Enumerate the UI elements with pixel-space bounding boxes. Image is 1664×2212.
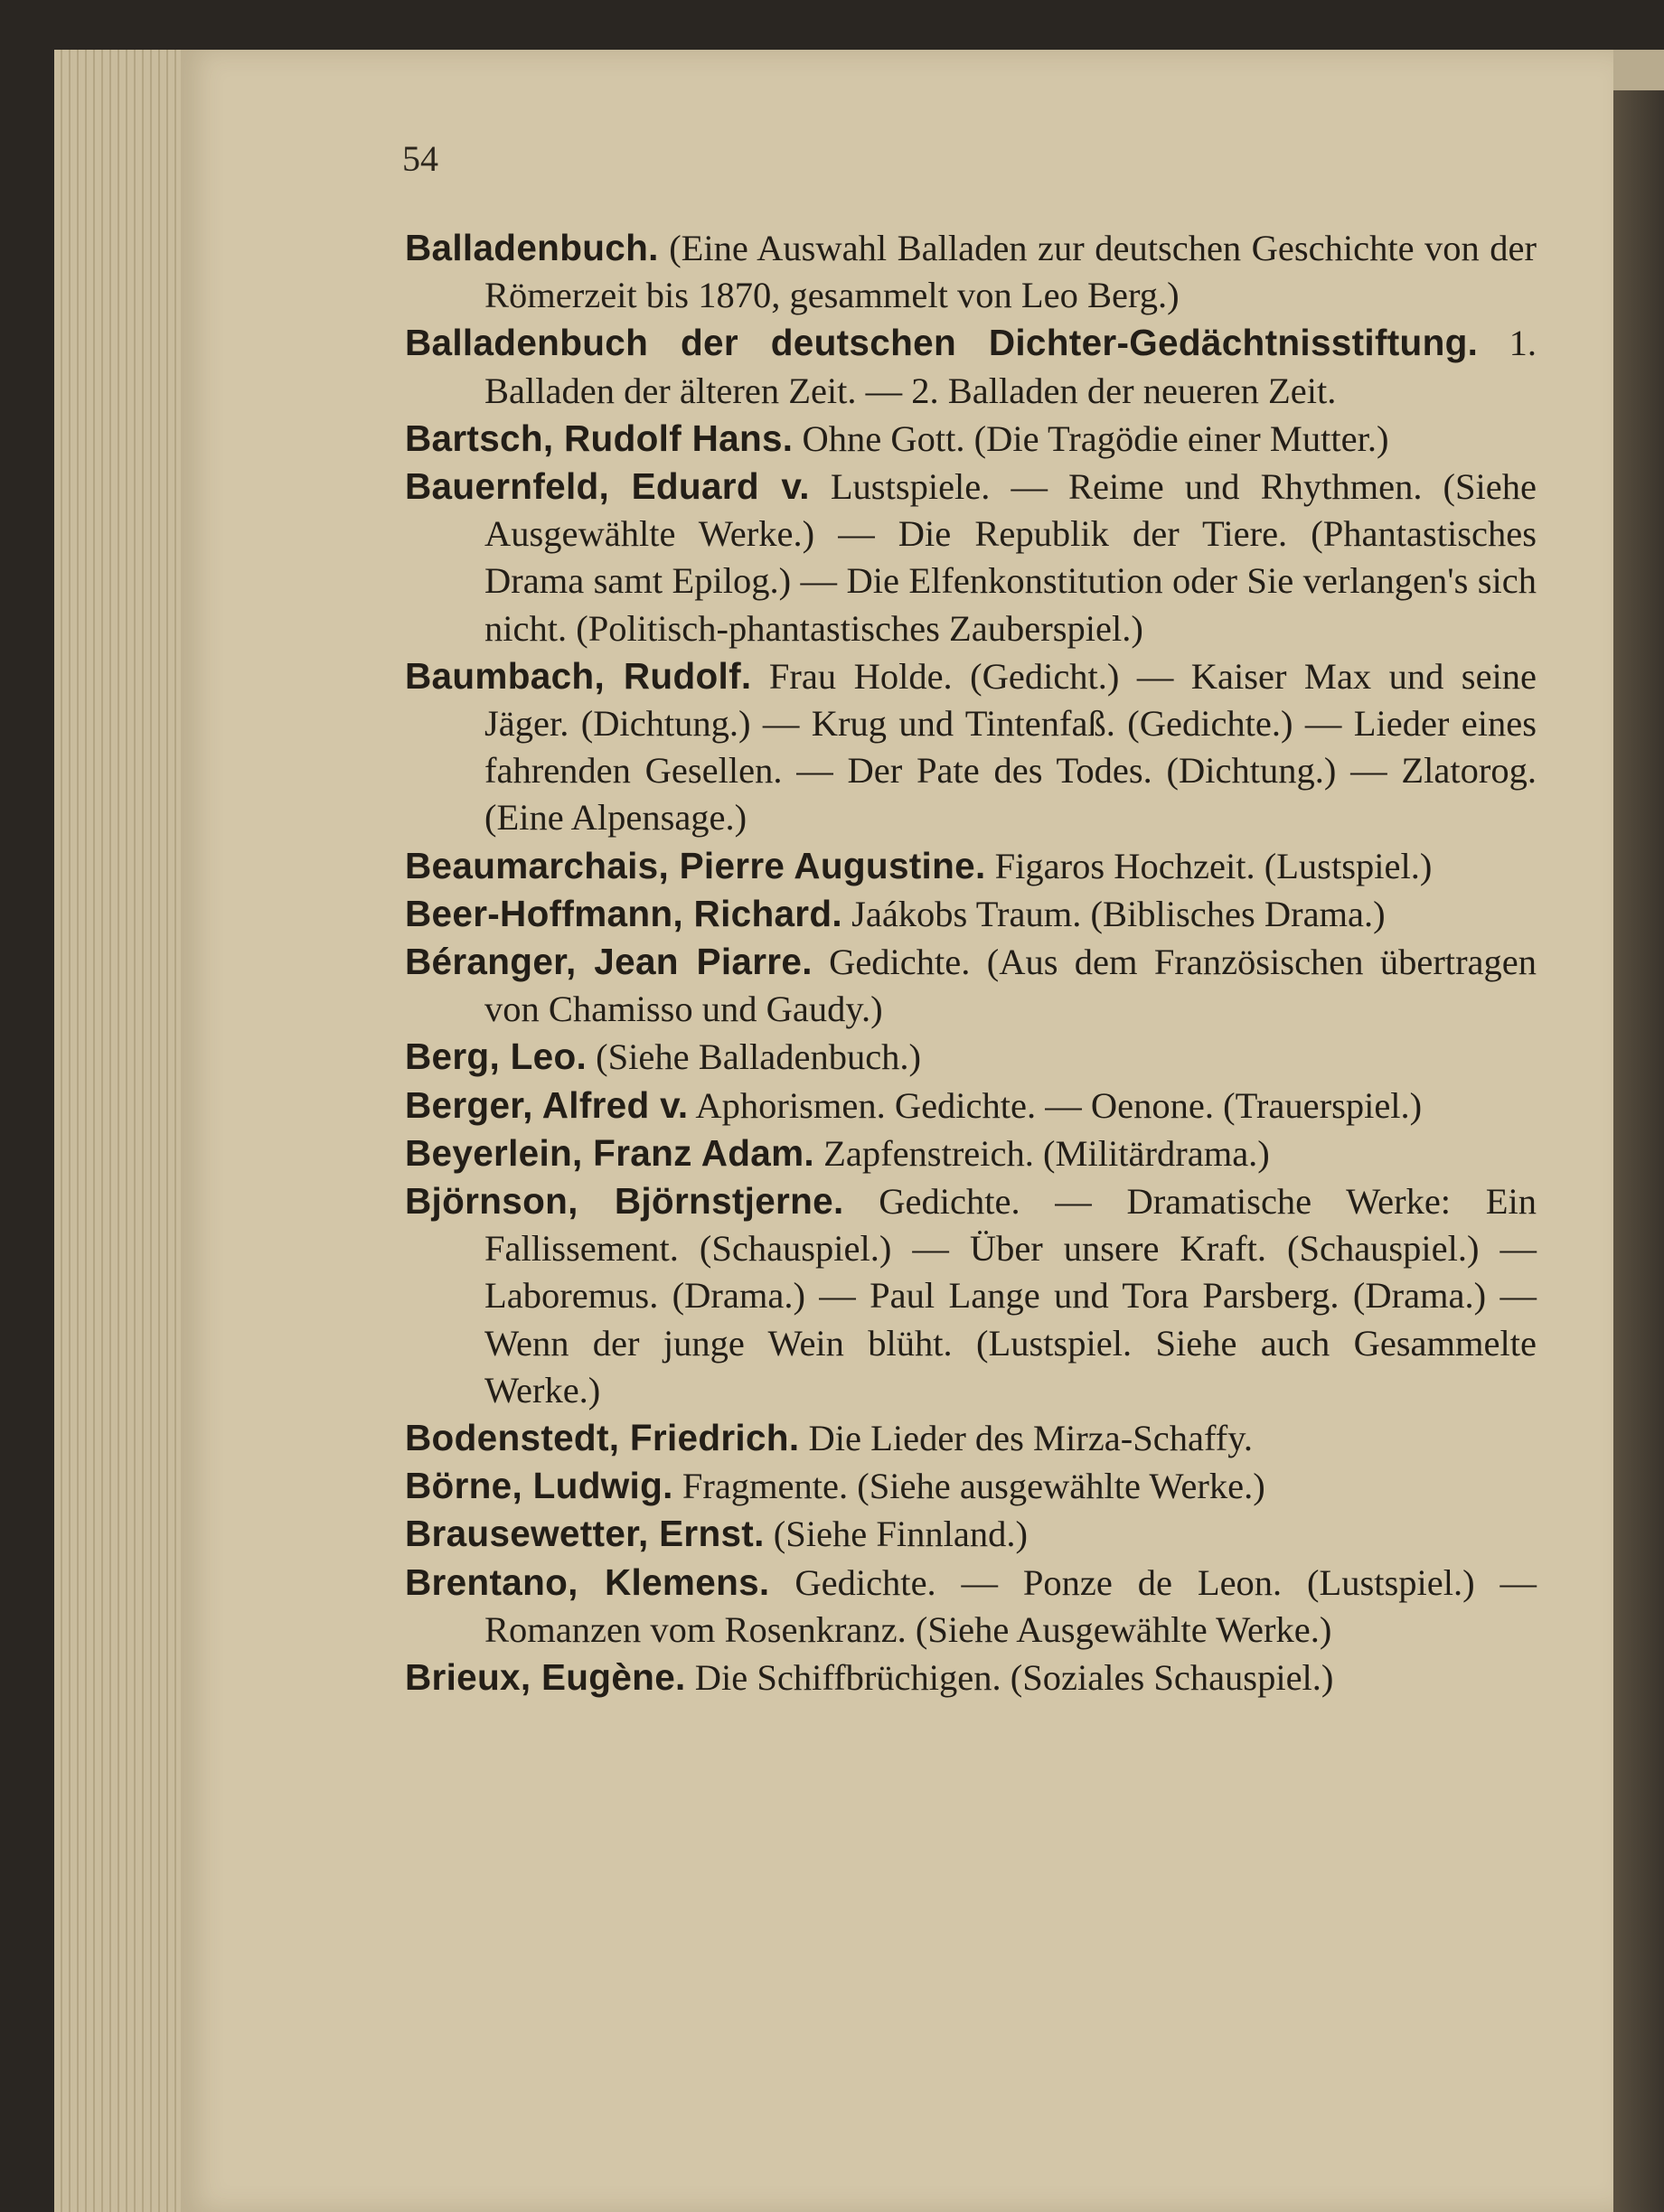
list-item <box>405 1559 1537 1654</box>
entry-author: Baumbach, Rudolf. <box>405 654 752 697</box>
entry-author: Brausewetter, Ernst. <box>405 1513 765 1555</box>
list-item <box>405 1462 1537 1510</box>
list-item <box>405 224 1537 319</box>
entry-author: Bartsch, Rudolf Hans. <box>405 417 794 459</box>
entry-works: Zapfenstreich. (Militärdrama.) <box>823 1132 1270 1174</box>
entry-author: Beaumarchais, Pierre Augustine. <box>405 844 986 886</box>
entry-works: Aphorismen. Gedichte. — Oenone. (Trauerspiel.) <box>695 1084 1423 1126</box>
entry-author: Beer-Hoffmann, Richard. <box>405 892 842 934</box>
entry-author: Börne, Ludwig. <box>405 1465 673 1507</box>
entry-works: Die Lieder des Mirza-Schaffy. <box>808 1418 1253 1459</box>
entry-author: Brentano, Klemens. <box>405 1561 770 1603</box>
entry-works: Frau Holde. (Gedicht.) — Kaiser Max und seine Jäger. (Dichtung.) — Krug und Tintenfaß. (Gedichte.) — Lieder eines fahrenden Gesellen. — Der Pate des Todes. (Dichtung.) — Zlatorog. (Eine Alpensage.) <box>484 655 1537 839</box>
entry-works: Figaros Hochzeit. (Lustspiel.) <box>994 845 1433 886</box>
entry-author: Balladenbuch der deutschen Dichter-Gedächtnisstiftung. <box>405 322 1479 364</box>
entry-author: Bodenstedt, Friedrich. <box>405 1417 800 1459</box>
entry-works: (Siehe Balladenbuch.) <box>596 1036 922 1078</box>
list-item <box>405 1510 1537 1558</box>
entry-works: Gedichte. (Aus dem Französischen übertragen von Chamisso und Gaudy.) <box>484 942 1537 1030</box>
page-number: 54 <box>402 138 438 179</box>
list-item <box>405 890 1537 938</box>
entry-works: Lustspiele. — Reime und Rhythmen. (Siehe Ausgewählte Werke.) — Die Republik der Tiere. (Phantastisches Drama samt Epilog.) — Die Elfenkonstitution oder Sie verlangen's sich nicht. (Politisch-phantastisches Zauberspiel.) <box>484 466 1537 649</box>
list-item <box>405 938 1537 1033</box>
list-item <box>405 1082 1537 1129</box>
list-item <box>405 319 1537 414</box>
entry-works: Ohne Gott. (Die Tragödie einer Mutter.) <box>802 417 1389 459</box>
list-item <box>405 1414 1537 1462</box>
list-item <box>405 1033 1537 1081</box>
list-item <box>405 652 1537 842</box>
list-item <box>405 1177 1537 1414</box>
list-item <box>405 1654 1537 1701</box>
list-item <box>405 842 1537 890</box>
entry-works: (Eine Auswahl Balladen zur deutschen Geschichte von der Römerzeit bis 1870, gesammelt von Leo Berg.) <box>484 228 1537 316</box>
entry-works: 1. Balladen der älteren Zeit. — 2. Balladen der neueren Zeit. <box>484 323 1537 411</box>
list-item <box>405 1129 1537 1177</box>
list-item <box>405 463 1537 652</box>
entry-works: Jaákobs Traum. (Biblisches Drama.) <box>851 893 1386 934</box>
entry-author: Berger, Alfred v. <box>405 1083 689 1126</box>
entry-works: (Siehe Finnland.) <box>773 1514 1028 1555</box>
entry-author: Beyerlein, Franz Adam. <box>405 1131 814 1174</box>
book-spine-shadow <box>1613 90 1664 2212</box>
entry-author: Berg, Leo. <box>405 1036 588 1078</box>
entry-author: Béranger, Jean Piarre. <box>405 941 813 983</box>
entry-works: Gedichte. — Dramatische Werke: Ein Fallissement. (Schauspiel.) — Über unsere Kraft. (Schauspiel.) — Laboremus. (Drama.) — Paul Lange und Tora Parsberg. (Drama.) — Wenn der junge Wein blüht. (Lustspiel. Siehe auch Gesammelte Werke.) <box>484 1181 1537 1411</box>
entry-list <box>405 224 1537 1701</box>
entry-works: Gedichte. — Ponze de Leon. (Lustspiel.) — Romanzen vom Rosenkranz. (Siehe Ausgewählte Werke.) <box>484 1561 1537 1650</box>
entry-works: Die Schiffbrüchigen. (Soziales Schauspiel.) <box>694 1657 1334 1699</box>
entry-works: Fragmente. (Siehe ausgewählte Werke.) <box>682 1466 1265 1507</box>
entry-author: Björnson, Björnstjerne. <box>405 1180 844 1223</box>
list-item <box>405 415 1537 463</box>
entry-author: Balladenbuch. <box>405 227 659 268</box>
entry-author: Brieux, Eugène. <box>405 1656 686 1699</box>
entry-author: Bauernfeld, Eduard v. <box>405 465 810 508</box>
